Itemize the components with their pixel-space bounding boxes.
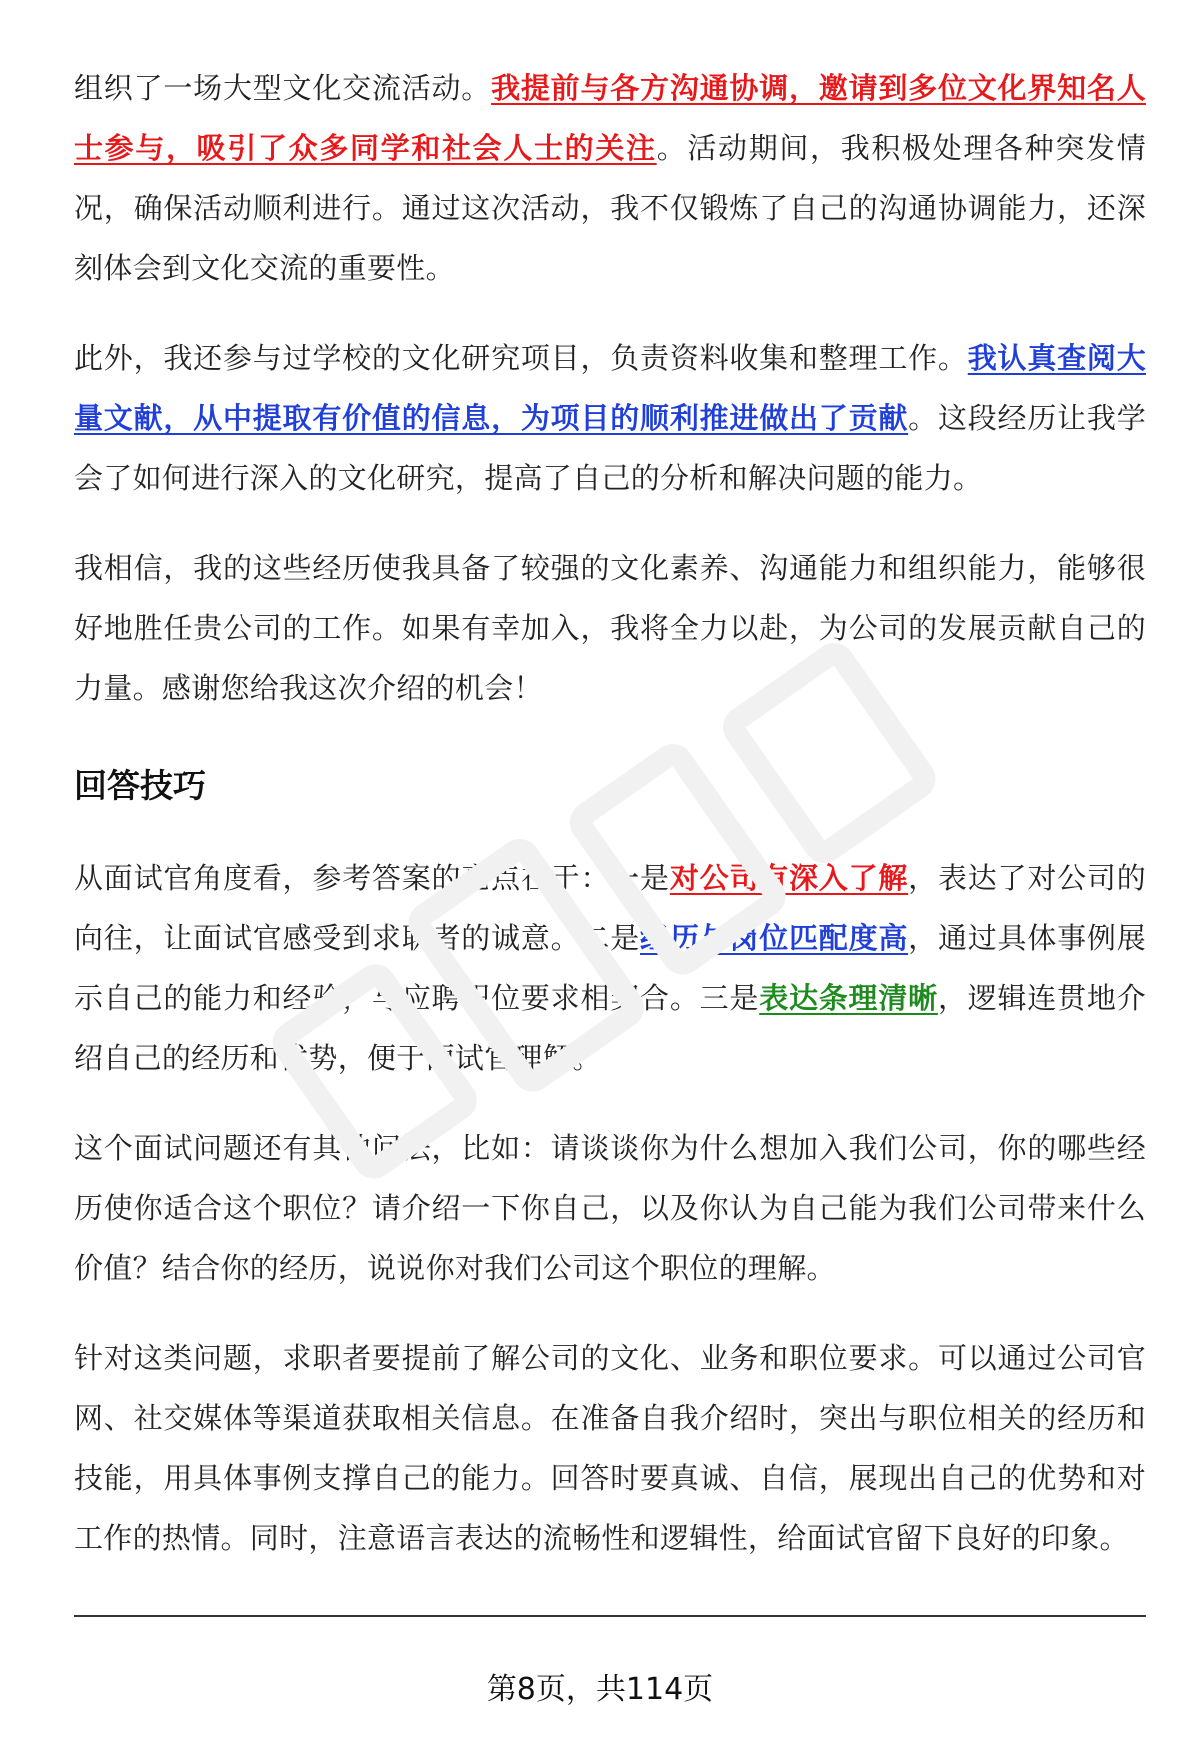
paragraph-text: 组织了一场大型文化交流活动。 — [74, 71, 492, 105]
footer-divider — [74, 1615, 1146, 1617]
highlighted-text-red: 对公司有深入了解 — [669, 861, 909, 895]
paragraph-text: 。活动期间，我积极处理各种突发情况，确保活动顺利进行。通过这次活动，我不仅锻炼了自己的沟通协调能力，还深刻体会到文化交流的重要性。 — [74, 131, 1146, 285]
paragraph — [74, 58, 1146, 298]
paragraph-text: 从面试官角度看，参考答案的亮点在于：一是 — [74, 861, 670, 895]
answer-paragraphs — [74, 58, 1146, 718]
paragraph-text: 针对这类问题，求职者要提前了解公司的文化、业务和职位要求。可以通过公司官网、社交媒体等渠道获取相关信息。在准备自我介绍时，突出与职位相关的经历和技能，用具体事例支撑自己的能力。回答时要真诚、自信，展现出自己的优势和对工作的热情。同时，注意语言表达的流畅性和逻辑性，给面试官留下良好的印象。 — [74, 1341, 1146, 1555]
paragraph — [74, 1118, 1146, 1298]
paragraph-text: ，逻辑连贯地介绍自己的经历和优势，便于面试官理解。 — [74, 981, 1146, 1075]
paragraph-text: ，表达了对公司的向往，让面试官感受到求职者的诚意。二是 — [74, 861, 1146, 955]
document-body — [74, 58, 1146, 1568]
page-number: 第8页，共114页 — [486, 1672, 714, 1707]
paragraph-text: ，通过具体事例展示自己的能力和经验，与应聘职位要求相契合。三是 — [74, 921, 1146, 1015]
paragraph-text: 。这段经历让我学会了如何进行深入的文化研究，提高了自己的分析和解决问题的能力。 — [74, 401, 1146, 495]
highlighted-text-green: 表达条理清晰 — [759, 981, 938, 1015]
paragraph — [74, 328, 1146, 508]
section-title: 回答技巧 — [74, 766, 206, 805]
highlighted-text-blue: 经历与岗位匹配度高 — [640, 921, 909, 955]
paragraph-text: 这个面试问题还有其他问法，比如：请谈谈你为什么想加入我们公司，你的哪些经历使你适合这个职位？请介绍一下你自己，以及你认为自己能为我们公司带来什么价值？结合你的经历，说说你对我们公司这个职位的理解。 — [74, 1131, 1146, 1285]
tips-paragraphs — [74, 848, 1146, 1568]
highlighted-text-red: 我提前与各方沟通协调，邀请到多位文化界知名人士参与，吸引了众多同学和社会人士的关注 — [74, 71, 1146, 165]
paragraph-text: 我相信，我的这些经历使我具备了较强的文化素养、沟通能力和组织能力，能够很好地胜任贵公司的工作。如果有幸加入，我将全力以赴，为公司的发展贡献自己的力量。感谢您给我这次介绍的机会！ — [74, 551, 1146, 705]
paragraph — [74, 538, 1146, 718]
paragraph — [74, 1328, 1146, 1568]
paragraph — [74, 848, 1146, 1088]
paragraph-text: 此外，我还参与过学校的文化研究项目，负责资料收集和整理工作。 — [74, 341, 968, 375]
highlighted-text-blue: 我认真查阅大量文献，从中提取有价值的信息，为项目的顺利推进做出了贡献 — [74, 341, 1146, 435]
